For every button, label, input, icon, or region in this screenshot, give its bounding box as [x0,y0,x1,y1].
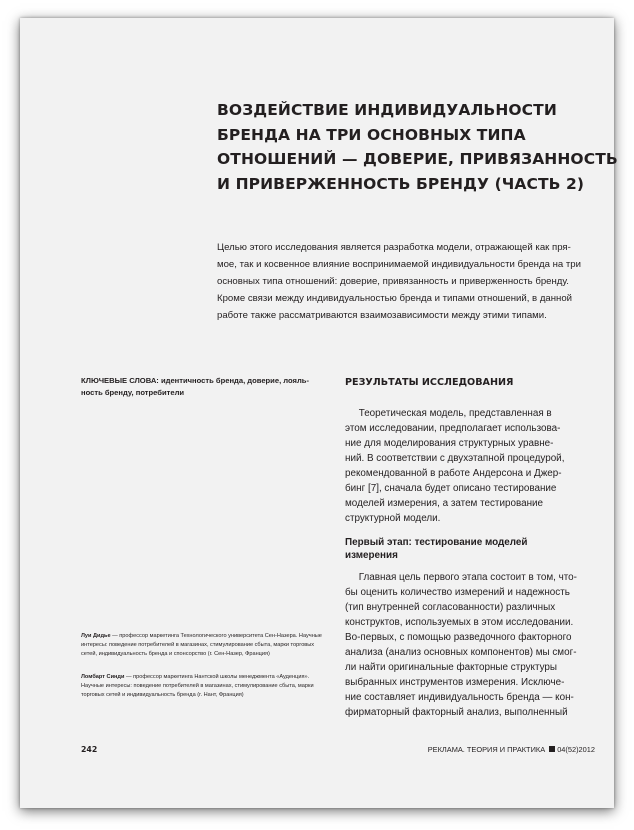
title-line: ОТНОШЕНИЙ — ДОВЕРИЕ, ПРИВЯЗАННОСТЬ [217,150,618,168]
author-name: Ломбарт Синди [81,674,125,680]
square-bullet-icon [549,746,555,752]
paragraph-line: Теоретическая модель, представленная в [345,408,552,419]
paragraph-line: структурной модели. [345,513,441,524]
article-abstract [217,239,602,324]
author-description: интересы: поведение потребителей в магазинах, стимулирование сбыта, марки торговых [81,642,315,648]
paragraph-line: фирматорный факторный анализ, выполненный [345,707,568,718]
title-line: И ПРИВЕРЖЕННОСТЬ БРЕНДУ (ЧАСТЬ 2) [217,174,585,193]
subsection-heading [345,536,595,562]
abstract-line: основных типа отношений: доверие, привязанность и приверженность бренду. [217,276,569,287]
author-description: торговых сетей и индивидуальность бренда (г. Нант, Франция) [81,692,244,698]
title-line: БРЕНДА НА ТРИ ОСНОВНЫХ ТИПА [217,125,526,144]
abstract-line: мое, так и косвенное влияние воспринимаемой индивидуальности бренда на три [217,259,581,270]
abstract-line: Целью этого исследования является разработка модели, отражающей как пря- [217,242,571,253]
subsection-line: измерения [345,550,398,561]
author-description: — профессор маркетинга Нантской школы менеджмента «Ауденция». [124,674,310,680]
paragraph-line: ние составляет индивидуальность бренда — кон- [345,692,574,703]
title-line: ВОЗДЕЙСТВИЕ ИНДИВИДУАЛЬНОСТИ [217,101,557,119]
keywords-line [81,375,331,387]
journal-name: РЕКЛАМА. ТЕОРИЯ И ПРАКТИКА [427,745,546,754]
paragraph-line: бинг [7], сначала будет описано тестирование [345,483,557,494]
author-info [81,673,331,700]
subsection-line: Первый этап: тестирование моделей [345,537,528,548]
keywords-text: ность бренду, потребители [81,388,185,397]
abstract-line: Кроме связи между индивидуальностью бренда и типами отношений, в данной [217,293,573,304]
paragraph-line: ли найти оригинальные факторные структуры [345,662,558,673]
keywords-block [81,375,331,399]
paragraph-line: (тип внутренней согласованности) различных [345,602,556,613]
keywords-text: идентичность бренда, доверие, лояль- [158,376,310,385]
journal-footer [428,745,595,754]
paragraph-line: рекомендованной в работе Андерсона и Джер- [345,468,562,479]
body-paragraph [345,570,595,720]
paragraph-line: ний. В соответствии с двухэтапной процедурой, [345,453,565,464]
keywords-label: КЛЮЧЕВЫЕ СЛОВА: [81,376,159,385]
author-info [81,632,331,659]
paragraph-line: Главная цель первого этапа состоит в том, что- [345,572,577,583]
document-page [20,18,618,808]
author-name: Луи Дидье [81,633,111,639]
paragraph-line: конструктов, используемых в этом исследовании. [345,617,574,628]
article-title [217,98,618,196]
journal-issue: 04(52)2012 [557,745,595,754]
paragraph-line: ние для моделирования структурных уравне- [345,438,554,449]
section-heading: РЕЗУЛЬТАТЫ ИССЛЕДОВАНИЯ [345,377,514,388]
body-paragraph [345,406,595,526]
paragraph-line: Во-первых, с помощью разведочного факторного [345,632,572,643]
paragraph-line: выбранных инструментов измерения. Исключе- [345,677,565,688]
author-description: — профессор маркетинга Технологического университета Сен-Назера. Научные [110,633,322,639]
paragraph-line: моделей измерения, а затем тестирование [345,498,544,509]
abstract-line: работе также рассматриваются взаимозависимости между этими типами. [217,310,547,321]
page-number: 242 [81,745,98,754]
paragraph-line: бы оценить количество измерений и надежность [345,587,570,598]
author-description: сетей, индивидуальность бренда и спонсорство (г. Сен-Назер, Франция) [81,651,270,657]
author-line [81,632,331,641]
author-line [81,673,331,682]
paragraph-line: этом исследовании, предполагает использова- [345,423,561,434]
author-description: Научные интересы: поведение потребителей в магазинах, стимулирование сбыта, марки [81,683,314,689]
paragraph-line: анализа (анализ основных компонентов) мы смог- [345,647,577,658]
